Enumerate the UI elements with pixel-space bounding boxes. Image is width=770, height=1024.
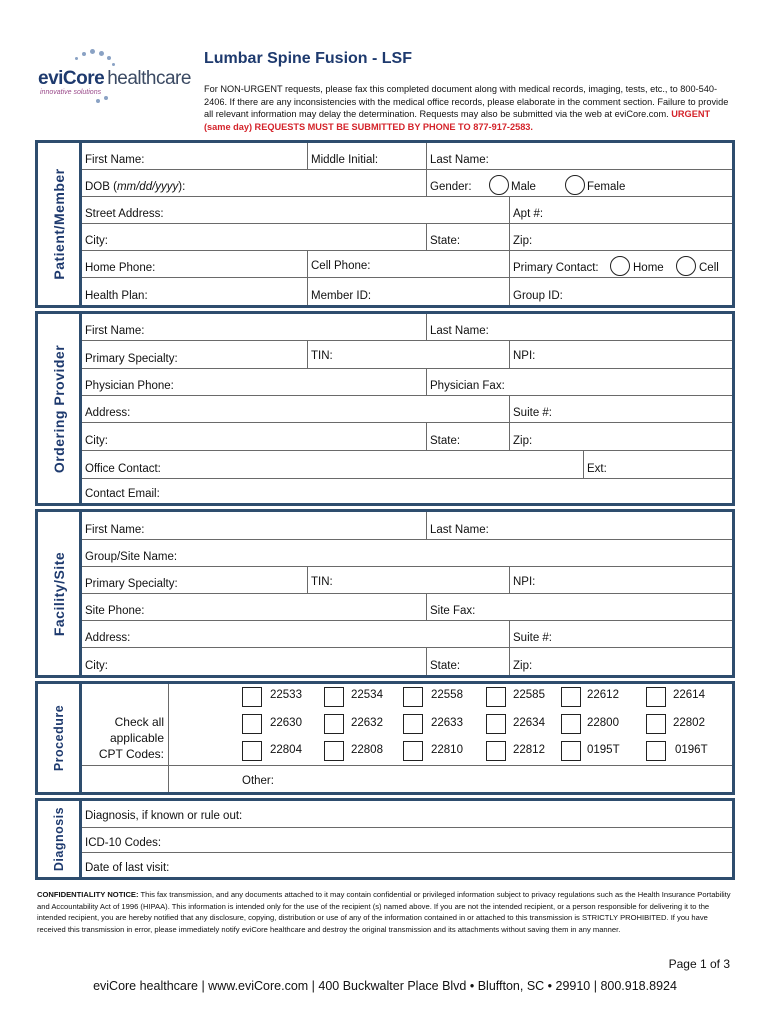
diagnosis-section [35,798,735,880]
field-label: Contact Email: [85,488,160,500]
provider-contact-email-field[interactable] [82,479,732,503]
field-label: Cell Phone: [311,260,371,272]
provider-specialty-field[interactable] [82,341,307,368]
procedure-section [35,681,735,795]
field-label: First Name: [85,154,145,166]
facility-section-tab [35,509,79,678]
diagnosis-fields [82,801,732,877]
cpt-22585-checkbox[interactable] [486,687,506,707]
provider-section-tab [35,311,79,506]
field-label: Other: [242,775,274,787]
intro-text: For NON-URGENT requests, please fax this completed document along with medical records, imaging, tests, etc., to 800-540-2406. If there are any inconsistencies with the medical office records, please elaborate in the comment section. Failure to provide all relevant information may delay the determination. Requests may also be submitted via the web at eviCore.com. URGENT (same day) REQUESTS MUST BE SUBMITTED BY PHONE TO 877-917-2583. [204,84,729,132]
cpt-code-label: 22634 [513,717,545,729]
facility-tin-field[interactable] [307,567,509,593]
field-label: Last Name: [430,154,489,166]
last-visit-date-field[interactable] [82,853,732,877]
provider-section-label: Ordering Provider [50,344,67,473]
field-label: State: [430,660,461,672]
logo-wordmark: eviCore healthcare [38,68,191,89]
confidentiality-heading: CONFIDENTIALITY NOTICE: [37,890,139,899]
cpt-22614-checkbox[interactable] [646,687,666,707]
field-label: Site Phone: [85,605,145,617]
field-label: Primary Specialty: [85,578,178,590]
patient-section-label: Patient/Member [50,168,67,280]
field-label: Group/Site Name: [85,551,178,563]
facility-group-name-field[interactable] [82,540,732,566]
field-label: Ext: [587,463,607,475]
facility-last-name-field[interactable] [426,512,732,539]
facility-phone-field[interactable] [82,594,426,620]
field-label: Office Contact: [85,463,161,475]
cpt-22802-checkbox[interactable] [646,714,666,734]
patient-zip-field[interactable] [509,224,732,250]
field-label: Physician Phone: [85,380,174,392]
facility-state-field[interactable] [426,648,509,675]
provider-office-contact-field[interactable] [82,451,583,478]
check-line-3: CPT Codes: [98,747,164,761]
other-procedure-field[interactable] [168,766,732,792]
field-label: City: [85,660,108,672]
provider-tin-field[interactable] [307,341,509,368]
field-label: City: [85,235,108,247]
patient-section-tab [35,140,79,308]
cpt-code-label: 0195T [587,744,620,756]
patient-fields [82,143,732,305]
check-line-2: applicable [109,731,164,745]
patient-member-section [35,140,735,308]
logo-tagline: innovative solutions [40,89,102,96]
field-label: NPI: [513,350,536,362]
field-label: Date of last visit: [85,862,170,874]
field-label: Zip: [513,235,533,247]
contact-home-radio[interactable] [610,256,630,276]
diagnosis-section-label: Diagnosis [51,806,66,872]
patient-member-id-field[interactable] [307,278,509,305]
form-title: Lumbar Spine Fusion - LSF [204,50,412,67]
cpt-22634-checkbox[interactable] [486,714,506,734]
diagnosis-section-tab [35,798,79,880]
field-label: Zip: [513,660,533,672]
field-label: Home Phone: [85,262,156,274]
check-cpt-instructions [99,714,164,762]
field-label: Primary Contact: [513,262,599,274]
cpt-code-label: 22804 [270,744,302,756]
field-label: State: [430,435,461,447]
facility-fax-field[interactable] [426,594,732,620]
cpt-code-label: 22800 [587,717,619,729]
procedure-fields [82,684,732,792]
patient-health-plan-field[interactable] [82,278,307,305]
field-label: Last Name: [430,524,489,536]
field-label: Suite #: [513,632,552,644]
field-label: Physician Fax: [430,380,505,392]
provider-phone-field[interactable] [82,369,426,395]
cpt-22612-checkbox[interactable] [561,687,581,707]
patient-apt-field[interactable] [509,197,732,223]
cpt-code-label: 22808 [351,744,383,756]
cpt-code-label: 22802 [673,717,705,729]
patient-cell-phone-field[interactable] [307,251,509,277]
field-label: Middle Initial: [311,154,379,166]
field-label: NPI: [513,576,536,588]
urgent-notice: URGENT (same day) REQUESTS MUST BE SUBMITTED BY PHONE TO 877-917-2583. [204,109,711,132]
cpt-0195t-checkbox[interactable] [561,741,581,761]
facility-city-field[interactable] [82,648,426,675]
patient-last-name-field[interactable] [426,143,732,169]
facility-site-section [35,509,735,678]
cpt-22630-checkbox[interactable] [242,714,262,734]
gender-female-radio[interactable] [565,175,585,195]
cpt-22533-checkbox[interactable] [242,687,262,707]
cpt-22800-checkbox[interactable] [561,714,581,734]
cpt-0196t-checkbox[interactable] [646,741,666,761]
provider-zip-field[interactable] [509,423,732,450]
facility-fields [82,512,732,675]
confidentiality-notice [37,889,737,935]
patient-middle-initial-field[interactable] [307,143,426,169]
field-label: Member ID: [311,290,372,302]
contact-cell-label: Cell [699,262,719,274]
cpt-22810-checkbox[interactable] [403,741,423,761]
cpt-code-label: 22612 [587,689,619,701]
procedure-section-label: Procedure [51,704,66,772]
cpt-22804-checkbox[interactable] [242,741,262,761]
provider-state-field[interactable] [426,423,509,450]
cpt-code-label: 22812 [513,744,545,756]
cpt-code-label: 22633 [431,717,463,729]
patient-primary-contact-field [509,251,732,277]
page-number: Page 1 of 3 [668,957,730,971]
evicore-logo [38,48,200,110]
provider-npi-field[interactable] [509,341,732,368]
contact-cell-radio[interactable] [676,256,696,276]
field-label: Address: [85,407,131,419]
facility-section-label: Facility/Site [50,551,67,636]
cpt-code-label: 22534 [351,689,383,701]
provider-suite-field[interactable] [509,396,732,422]
patient-street-field[interactable] [82,197,509,223]
patient-city-field[interactable] [82,224,426,250]
field-label: Last Name: [430,325,489,337]
field-label: Street Address: [85,208,164,220]
cpt-code-label: 22810 [431,744,463,756]
field-label: Primary Specialty: [85,353,178,365]
field-label: TIN: [311,576,333,588]
gender-female-label: Female [587,181,626,193]
diagnosis-field[interactable] [82,801,732,827]
patient-home-phone-field[interactable] [82,251,307,277]
field-label: First Name: [85,524,145,536]
field-label: Apt #: [513,208,544,220]
cpt-code-label: 0196T [675,744,708,756]
field-label: Address: [85,632,131,644]
facility-zip-field[interactable] [509,648,732,675]
other-spacer [82,766,168,792]
provider-last-name-field[interactable] [426,314,732,340]
check-line-1: Check all [114,715,164,729]
provider-ext-field[interactable] [583,451,732,478]
cpt-22558-checkbox[interactable] [403,687,423,707]
procedure-section-tab [35,681,79,795]
field-label: Health Plan: [85,290,148,302]
field-label: Suite #: [513,407,552,419]
cpt-code-label: 22585 [513,689,545,701]
footer-contact: eviCore healthcare | www.eviCore.com | 400 Buckwalter Place Blvd • Bluffton, SC • 29910 | 800.918.8924 [93,979,677,993]
cpt-instructions [82,684,168,765]
field-label: TIN: [311,350,333,362]
facility-suite-field[interactable] [509,621,732,647]
facility-first-name-field[interactable] [82,512,426,539]
cpt-22812-checkbox[interactable] [486,741,506,761]
provider-first-name-field[interactable] [82,314,426,340]
cpt-code-label: 22533 [270,689,302,701]
field-label: First Name: [85,325,145,337]
cpt-22808-checkbox[interactable] [324,741,344,761]
field-label: City: [85,435,108,447]
provider-city-field[interactable] [82,423,426,450]
provider-fields [82,314,732,503]
field-label: DOB (mm/dd/yyyy): [85,181,186,193]
field-label: State: [430,235,461,247]
cpt-code-label: 22630 [270,717,302,729]
cpt-code-label: 22614 [673,689,705,701]
field-label: Group ID: [513,290,563,302]
icd10-codes-field[interactable] [82,828,732,852]
gender-male-radio[interactable] [489,175,509,195]
provider-address-field[interactable] [82,396,509,422]
patient-state-field[interactable] [426,224,509,250]
cpt-code-grid [168,684,732,765]
patient-dob-field[interactable] [82,170,426,196]
field-label: ICD-10 Codes: [85,837,162,849]
cpt-22633-checkbox[interactable] [403,714,423,734]
cpt-code-label: 22558 [431,689,463,701]
patient-group-id-field[interactable] [509,278,732,305]
cpt-22534-checkbox[interactable] [324,687,344,707]
patient-gender-field [426,170,732,196]
cpt-22632-checkbox[interactable] [324,714,344,734]
cpt-code-label: 22632 [351,717,383,729]
field-label: Gender: [430,181,472,193]
field-label: Site Fax: [430,605,476,617]
facility-address-field[interactable] [82,621,509,647]
contact-home-label: Home [633,262,664,274]
patient-first-name-field[interactable] [82,143,307,169]
facility-specialty-field[interactable] [82,567,307,593]
provider-fax-field[interactable] [426,369,732,395]
facility-npi-field[interactable] [509,567,732,593]
field-label: Zip: [513,435,533,447]
ordering-provider-section [35,311,735,506]
gender-male-label: Male [511,181,536,193]
confidentiality-text: This fax transmission, and any documents attached to it may contain confidential or privileged information subject to privacy regulations such as the Health Insurance Portability and Accountability Act of 1996 (HIPAA). This information is intended only for the use of the recipient (s) named above. If you are not the intended recipient, or a person responsible for delivering it to the intended recipient, you are hereby notified that any disclosure, copying, distribution or use of any of the information contained in or attached to this transmission is STRICTLY PROHIBITED. If you have received this transmission in error, please immediately notify eviCore healthcare and destroy the original transmission and its attachments without saving them in any manner. [37,890,731,934]
field-label: Diagnosis, if known or rule out: [85,810,243,822]
